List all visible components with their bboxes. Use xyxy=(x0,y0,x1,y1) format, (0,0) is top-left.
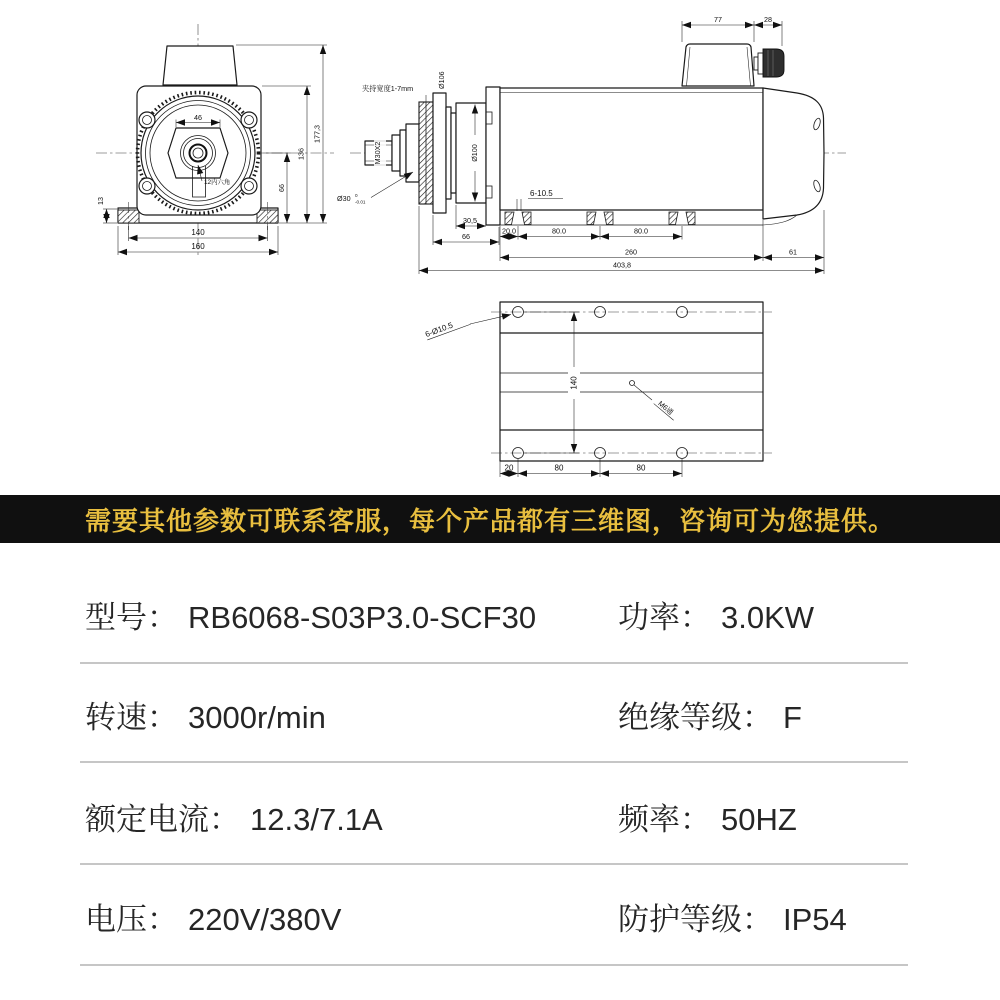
spec-label-insulation: 绝缘等级： xyxy=(618,700,773,735)
dim-total-length: 403,8 xyxy=(613,260,631,270)
spec-row-speed-insulation xyxy=(0,695,1000,741)
cable-gland xyxy=(754,49,784,77)
technical-drawing xyxy=(0,0,1000,497)
side-view xyxy=(337,15,846,274)
label-shaft-tol-lower: -0.01 xyxy=(355,199,366,205)
dim-hex-width: 46 xyxy=(194,113,202,122)
spec-value-model: RB6068-S03P3.0-SCF30 xyxy=(188,600,537,635)
spec-value-frequency: 50HZ xyxy=(721,802,797,837)
notice-banner xyxy=(0,495,1000,543)
dim-center-height: 66 xyxy=(277,184,286,192)
end-cap xyxy=(763,88,824,219)
dim-slot-offset: 20.0 xyxy=(502,226,516,236)
label-holes-callout: 6-Ø10.5 xyxy=(423,320,455,339)
dim-overhang: 66 xyxy=(462,232,470,241)
dim-offset: 20 xyxy=(504,463,514,473)
dim-bolt-spacing: 140 xyxy=(191,228,205,237)
bottom-view xyxy=(424,302,772,477)
spec-label-protection: 防护等级： xyxy=(618,902,773,937)
label-hex-socket: 12内六角 xyxy=(204,179,231,186)
spec-value-power: 3.0KW xyxy=(721,600,815,635)
junction-box xyxy=(682,44,754,86)
dim-cap-length: 61 xyxy=(789,247,797,257)
label-shaft-tol-upper: 0 xyxy=(355,193,358,198)
rail-bolt-slots xyxy=(505,212,695,225)
dim-foot-height: 13 xyxy=(96,197,105,205)
divider xyxy=(80,662,908,664)
spec-value-protection: IP54 xyxy=(783,902,847,937)
label-center-tap: M6通 xyxy=(656,398,676,417)
spec-row-voltage-protection xyxy=(0,897,1000,943)
dim-pitch-a: 80 xyxy=(554,463,564,473)
spec-value-voltage: 220V/380V xyxy=(188,902,342,937)
label-shaft-diameter: Ø30 xyxy=(337,194,351,203)
label-slot-callout: 6-10.5 xyxy=(530,189,553,198)
label-thread: M30X2 xyxy=(373,141,382,165)
dim-row-spacing: 140 xyxy=(569,376,579,390)
spec-row-model-power xyxy=(0,595,1000,641)
spec-label-power: 功率： xyxy=(618,600,711,635)
dim-slot-pitch-b: 80.0 xyxy=(634,226,648,236)
dim-slot-pitch-a: 80.0 xyxy=(552,226,566,236)
dim-base-width: 160 xyxy=(191,242,205,251)
label-disc-diameter: Ø106 xyxy=(437,71,446,89)
label-flange-diameter: Ø100 xyxy=(470,144,479,162)
spec-value-speed: 3000r/min xyxy=(188,700,326,735)
spec-label-voltage: 电压： xyxy=(85,902,178,937)
divider xyxy=(80,964,908,966)
spec-value-rated-current: 12.3/7.1A xyxy=(250,802,383,837)
spec-label-speed: 转速： xyxy=(85,700,178,735)
spec-value-insulation: F xyxy=(783,700,802,735)
dim-gland-width: 28 xyxy=(764,15,772,24)
spec-label-model: 型号： xyxy=(85,600,178,635)
spec-label-rated-current: 额定电流： xyxy=(85,802,240,837)
dim-body-length: 260 xyxy=(625,247,637,257)
dim-box-width: 77 xyxy=(714,15,722,24)
divider xyxy=(80,761,908,763)
label-clamp-width: 夹持宽度1-7mm xyxy=(362,84,414,93)
spec-row-current-frequency xyxy=(0,797,1000,843)
front-view xyxy=(96,24,334,258)
dim-total-height: 177,3 xyxy=(312,125,322,143)
divider xyxy=(80,863,908,865)
dim-body-height: 136 xyxy=(296,148,306,160)
spec-label-frequency: 频率： xyxy=(618,802,711,837)
dim-pitch-b: 80 xyxy=(636,463,646,473)
notice-banner-text: 需要其他参数可联系客服，每个产品都有三维图，咨询可为您提供。 xyxy=(85,505,896,536)
dim-nose-length: 30,5 xyxy=(463,216,477,225)
